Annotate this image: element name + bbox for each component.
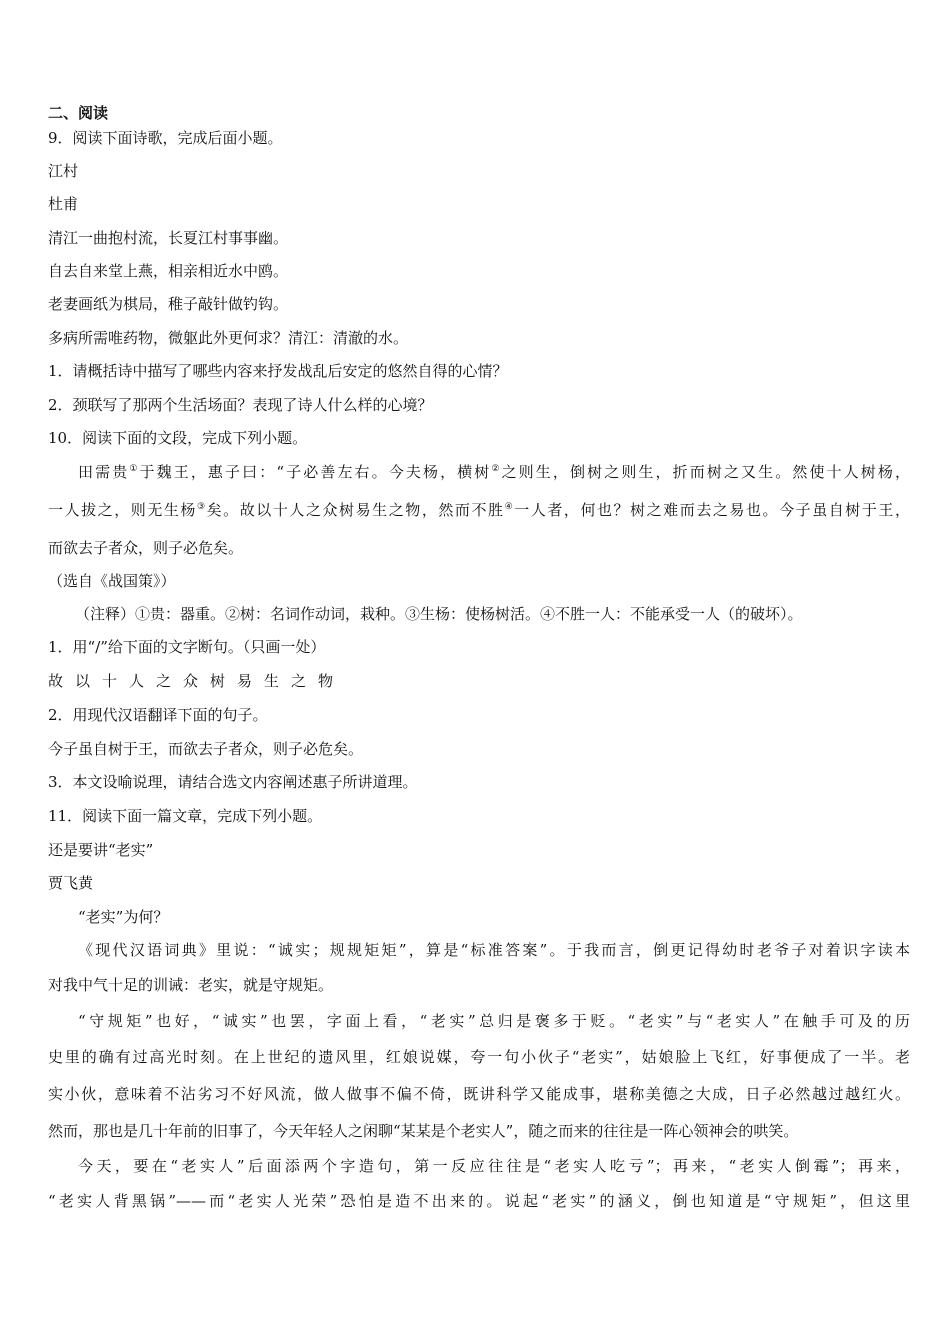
article-author: 贾飞黄 [48, 874, 94, 892]
passage-notes: （注释）①贵：器重。②树：名词作动词，栽种。③生杨：使杨树活。④不胜一人：不能承受一人（的破坏）。 [75, 605, 803, 623]
poem-line: 自去自来堂上燕，相亲相近水中鸥。 [48, 262, 289, 280]
poem-line: 清江一曲抱村流，长夏江村事事幽。 [48, 229, 289, 247]
article-paragraph-3-cont: 实小伙，意味着不沾劣习不好风流，做人做事不偏不倚，既讲科学又能成事，堪称美德之大成，日子必然越过越红火。 [48, 1085, 910, 1103]
q10-question-1: 1．用“/”给下面的文字断句。（只画一处） [48, 638, 326, 656]
passage-line-2: 一人拔之，则无生杨③矣。故以十人之众树易生之物，然而不胜④一人者，何也？树之难而去之易也。今子虽自树于王， [48, 501, 910, 519]
article-paragraph-3: “守规矩”也好，“诚实”也罢，字面上看，“老实”总归是褒多于贬。“老实”与“老实人”在触手可及的历 [78, 1012, 910, 1030]
q10-question-3: 3．本文设喻说理，请结合选文内容阐述惠子所讲道理。 [48, 773, 418, 791]
q10-question-2: 2．用现代汉语翻译下面的句子。 [48, 706, 268, 724]
passage-line-3: 而欲去子者众，则子必危矣。 [48, 539, 244, 557]
q9-question-2: 2．颈联写了那两个生活场面？表现了诗人什么样的心境？ [48, 396, 433, 414]
poem-line: 老妻画纸为棋局，稚子敲针做钓钩。 [48, 295, 289, 313]
article-paragraph-2-cont: 对我中气十足的训诫：老实，就是守规矩。 [48, 976, 334, 994]
passage-line-1: 田需贵①于魏王，惠子曰：“子必善左右。今夫杨，横树②之则生，倒树之则生，折而树之又生。然使十人树杨， [78, 463, 910, 481]
section-title: 二、阅读 [48, 104, 109, 122]
poem-line: 多病所需唯药物，微躯此外更何求？清江：清澈的水。 [48, 329, 409, 347]
poem-title: 江村 [48, 162, 79, 180]
article-title: 还是要讲“老实” [48, 841, 154, 859]
article-paragraph-4-cont: “老实人背黑锅”——而“老实人光荣”恐怕是造不出来的。说起“老实”的涵义，倒也知道是“守规矩”，但这里 [48, 1192, 910, 1210]
q9-prompt: 9．阅读下面诗歌，完成后面小题。 [48, 129, 283, 147]
article-paragraph-2: 《现代汉语词典》里说：“诚实；规规矩矩”，算是“标准答案”。于我而言，倒更记得幼时老爷子对着识字读本 [78, 941, 910, 959]
article-paragraph-3-cont: 史里的确有过高光时刻。在上世纪的遗风里，红娘说媒，夸一句小伙子“老实”，姑娘脸上飞红，好事便成了一半。老 [48, 1048, 910, 1066]
q10-sentence-to-translate: 今子虽自树于王，而欲去子者众，则子必危矣。 [48, 740, 364, 758]
article-paragraph-4: 今天，要在“老实人”后面添两个字造句，第一反应往往是“老实人吃亏”；再来，“老实人倒霉”；再来， [78, 1157, 910, 1175]
passage-source: （选自《战国策》） [48, 572, 176, 590]
q9-question-1: 1．请概括诗中描写了哪些内容来抒发战乱后安定的悠然自得的心情？ [48, 362, 508, 380]
article-paragraph-3-cont: 然而，那也是几十年前的旧事了，今天年轻人之闲聊“某某是个老实人”，随之而来的往往是一阵心领神会的哄笑。 [48, 1122, 799, 1140]
q10-prompt: 10．阅读下面的文段，完成下列小题。 [48, 429, 308, 447]
q11-prompt: 11．阅读下面一篇文章，完成下列小题。 [48, 807, 323, 825]
article-paragraph-1: “老实”为何？ [78, 908, 169, 926]
q10-sentence-to-punctuate: 故以十人之众树易生之物 [48, 672, 346, 690]
poem-author: 杜甫 [48, 195, 79, 213]
